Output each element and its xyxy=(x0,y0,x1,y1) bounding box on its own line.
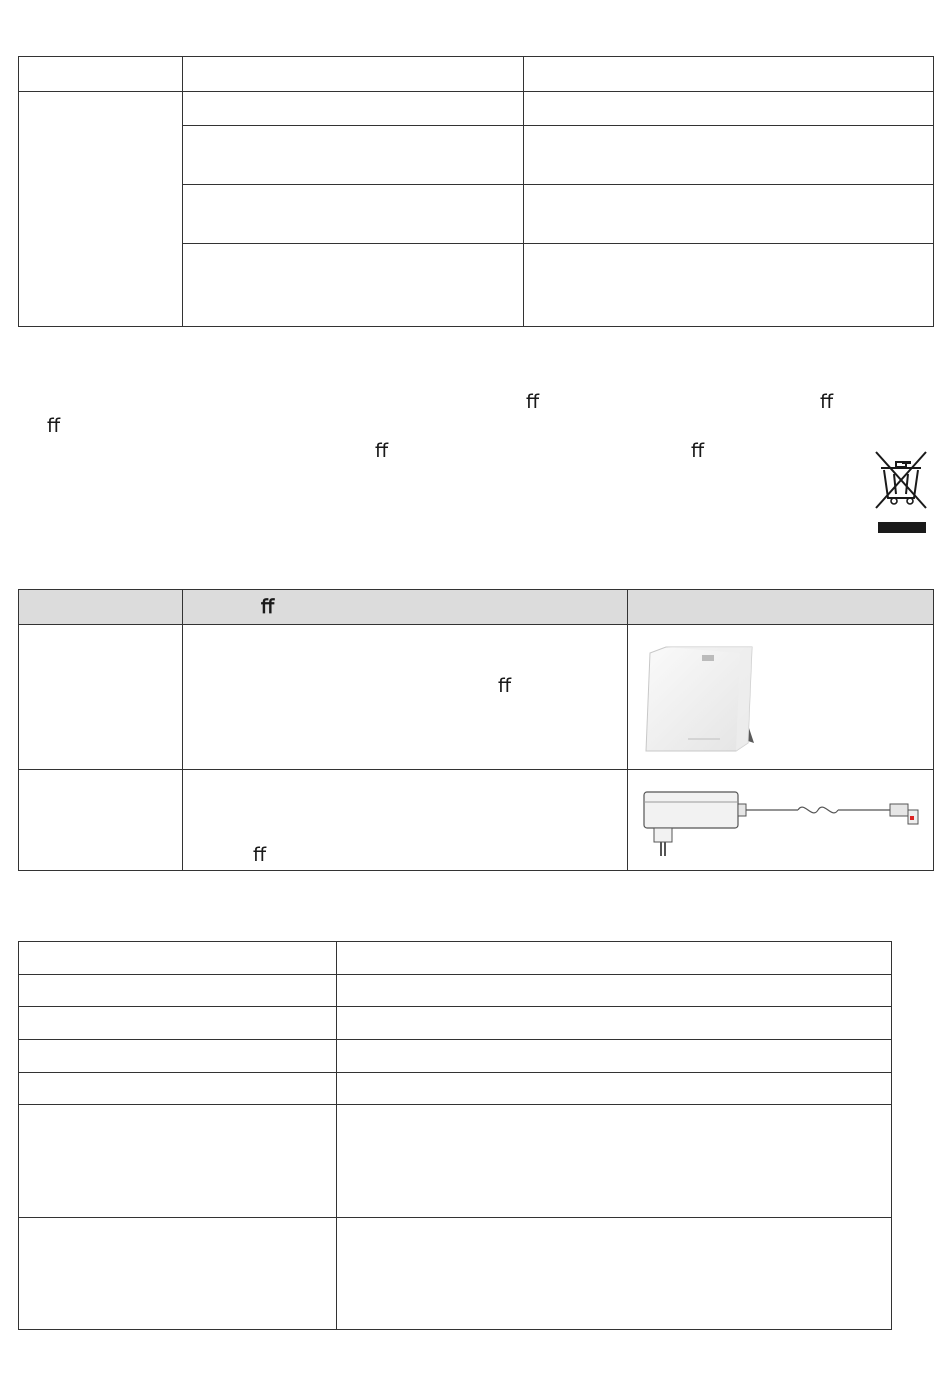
components-table-header-cell xyxy=(19,590,183,625)
components-table-header-label: ﬀ xyxy=(261,597,275,618)
components-table-cell xyxy=(19,625,183,770)
table-3-cell xyxy=(337,1105,892,1218)
table-3-row xyxy=(19,1007,892,1040)
table-3-cell xyxy=(19,1040,337,1073)
table-3-cell xyxy=(19,1007,337,1040)
table-1-cell xyxy=(524,185,934,244)
components-table-header-cell xyxy=(628,590,934,625)
table-1-cell xyxy=(183,92,524,126)
components-table-image-cell xyxy=(628,625,934,770)
components-table-row xyxy=(19,625,934,770)
table-3-cell xyxy=(19,1105,337,1218)
component-glyph: ﬀ xyxy=(253,845,267,866)
panel-heater-image xyxy=(628,625,928,765)
paragraph-glyph: ﬀ xyxy=(820,392,834,413)
component-glyph: ﬀ xyxy=(498,676,512,697)
components-table-header-cell xyxy=(183,590,628,625)
table-3-cell xyxy=(337,942,892,975)
table-1-cell xyxy=(524,126,934,185)
table-3-cell xyxy=(19,1073,337,1105)
paragraph-glyph: ﬀ xyxy=(375,441,389,462)
table-1-cell xyxy=(183,57,524,92)
paragraph-glyph: ﬀ xyxy=(691,441,705,462)
table-1-cell xyxy=(183,126,524,185)
table-3-cell xyxy=(19,1218,337,1330)
table-3-row xyxy=(19,942,892,975)
components-table-row xyxy=(19,770,934,871)
components-table-cell xyxy=(19,770,183,871)
table-1 xyxy=(18,56,934,327)
table-3-row xyxy=(19,1040,892,1073)
table-3-cell xyxy=(337,975,892,1007)
components-table-cell xyxy=(183,770,628,871)
crossed-out-wheelie-bin-icon xyxy=(872,448,932,536)
paragraph-glyph: ﬀ xyxy=(47,416,61,437)
table-3-cell xyxy=(337,1007,892,1040)
components-table-header-row xyxy=(19,590,934,625)
paragraph-glyph: ﬀ xyxy=(526,392,540,413)
table-3 xyxy=(18,941,892,1330)
table-1-cell xyxy=(19,92,183,327)
table-1-cell xyxy=(524,92,934,126)
table-3-cell xyxy=(19,942,337,975)
power-adapter-image xyxy=(628,770,928,868)
table-3-row xyxy=(19,1073,892,1105)
components-table-cell xyxy=(183,625,628,770)
table-3-row xyxy=(19,975,892,1007)
table-1-cell xyxy=(183,244,524,327)
components-table-image-cell xyxy=(628,770,934,871)
components-table xyxy=(18,589,934,871)
table-1-cell xyxy=(183,185,524,244)
table-3-row xyxy=(19,1218,892,1330)
table-1-header-row xyxy=(19,57,934,92)
table-1-cell xyxy=(524,244,934,327)
table-1-row xyxy=(19,92,934,126)
table-1-cell xyxy=(19,57,183,92)
table-3-cell xyxy=(337,1040,892,1073)
table-3-row xyxy=(19,1105,892,1218)
table-3-cell xyxy=(19,975,337,1007)
table-3-cell xyxy=(337,1073,892,1105)
table-1-cell xyxy=(524,57,934,92)
table-3-cell xyxy=(337,1218,892,1330)
